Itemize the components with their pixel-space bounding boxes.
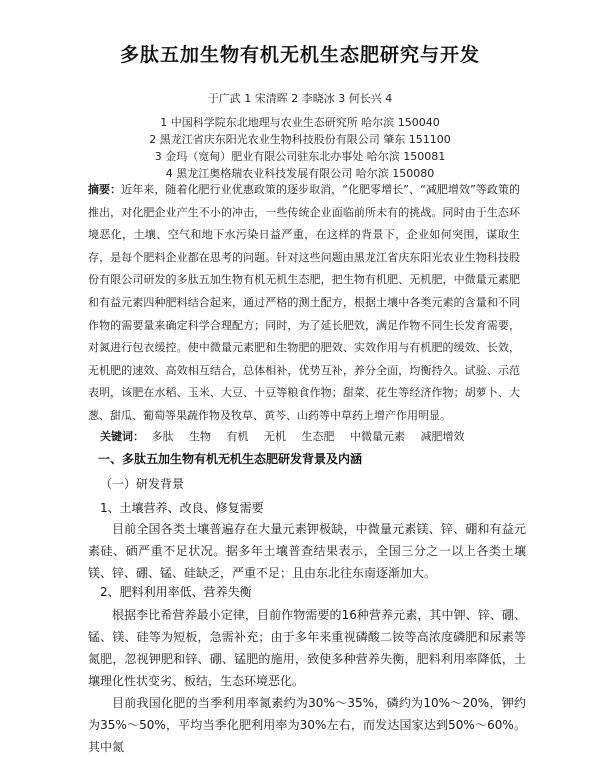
paper-title: 多肽五加生物有机无机生态肥研究与开发 <box>119 44 480 66</box>
item-heading-1: 1、土壤营养、改良、修复需要 <box>100 501 264 515</box>
keyword: 生物 <box>189 430 211 443</box>
paragraph-2: 根据李比希营养最小定律，目前作物需要的16种营养元素，其中钾、锌、硼、锰、镁、硅等为短板，急需补充；由于多年来重视磷酸二铵等高浓度磷肥和尿素等氮肥，忽视钾肥和锌、硼、锰肥的施用，致使多种营养失衡，肥料利用率降低，土壤理化性状变劣、板结，生态环境恶化。 <box>88 608 526 688</box>
keyword: 有机 <box>226 430 249 443</box>
keyword: 无机 <box>264 430 286 443</box>
author-list: 于广武 1 宋清晖 2 李晓冰 3 何长兴 4 <box>207 92 393 105</box>
keyword: 生态肥 <box>301 430 335 443</box>
keywords <box>100 430 520 444</box>
affiliation-1: 1 中国科学院东北地理与农业生态研究所 哈尔滨 150040 <box>160 116 440 129</box>
abstract-label: 摘要： <box>88 183 122 196</box>
keyword: 多肽 <box>151 430 174 443</box>
section-heading-1: 一、多肽五加生物有机无机生态肥研发背景及内涵 <box>98 452 363 466</box>
affiliation-4: 4 黑龙江奥格瑞农业科技发展有限公司 哈尔滨 150080 <box>165 167 435 180</box>
keywords-label: 关键词： <box>100 430 144 443</box>
affiliation-3: 3 金玛（宽甸）肥业有限公司驻东北办事处 哈尔滨 150081 <box>154 150 446 163</box>
item-heading-2: 2、肥料利用率低、营养失衡 <box>100 585 252 599</box>
affiliation-2: 2 黑龙江省庆东阳光农业生物科技股份有限公司 肇东 151100 <box>149 133 451 146</box>
keyword: 中微量元素 <box>350 430 405 443</box>
paragraph-3: 目前我国化肥的当季利用率氮素约为30%～35%，磷约为10%～20%，钾约为35%～50%，平均当季化肥利用率为30%左右，而发达国家达到50%～60%。其中氮 <box>88 696 526 754</box>
paragraph-1: 目前全国各类土壤普遍存在大量元素钾极缺，中微量元素镁、锌、硼和有益元素硅、硒严重不足状况。据多年土壤普查结果表示，全国三分之一以上各类土壤镁、锌、硼、锰、硅缺乏，严重不足；且由东北往东南逐渐加大。 <box>88 522 526 580</box>
abstract-text: 近年来，随着化肥行业优惠政策的逐步取消，“化肥零增长”、“减肥增效”等政策的推出，对化肥企业产生不小的冲击，一些传统企业面临前所未有的挑战。同时由于生态环境恶化，土壤、空气和地下水污染日益严重，在这样的背景下，企业如何突围，谋取生存，是每个肥料企业都在思考的问题。针对这些问题由黑龙江省庆东阳光农业生物科技股份有限公司研发的多肽五加生物有机无机生态肥，把生物有机肥、无机肥，中微量元素肥和有益元素四种肥料结合起来，通过严格的测土配方，根据土壤中各类元素的含量和不同作物的需要量来确定科学合理配方；同时，为了延长肥效，满足作物不同生长发育需要，对氮进行包衣缓控。使中微量元素肥和生物肥的肥效、实效作用与有机肥的缓效、长效，无机肥的速效、高效相互结合，总体相补，优势互补，养分全面，均衡持久。试验、示范表明，该肥在水稻、玉米、大豆、十豆等粮食作物；甜菜、花生等经济作物；胡萝卜、大葱、甜瓜、葡萄等果蔬作物及牧草、黄芩、山药等中草药上增产作用明显。 <box>88 183 521 422</box>
keyword: 减肥增效 <box>420 430 465 443</box>
subsection-heading-1: （一）研发背景 <box>100 477 185 491</box>
abstract <box>88 179 520 428</box>
